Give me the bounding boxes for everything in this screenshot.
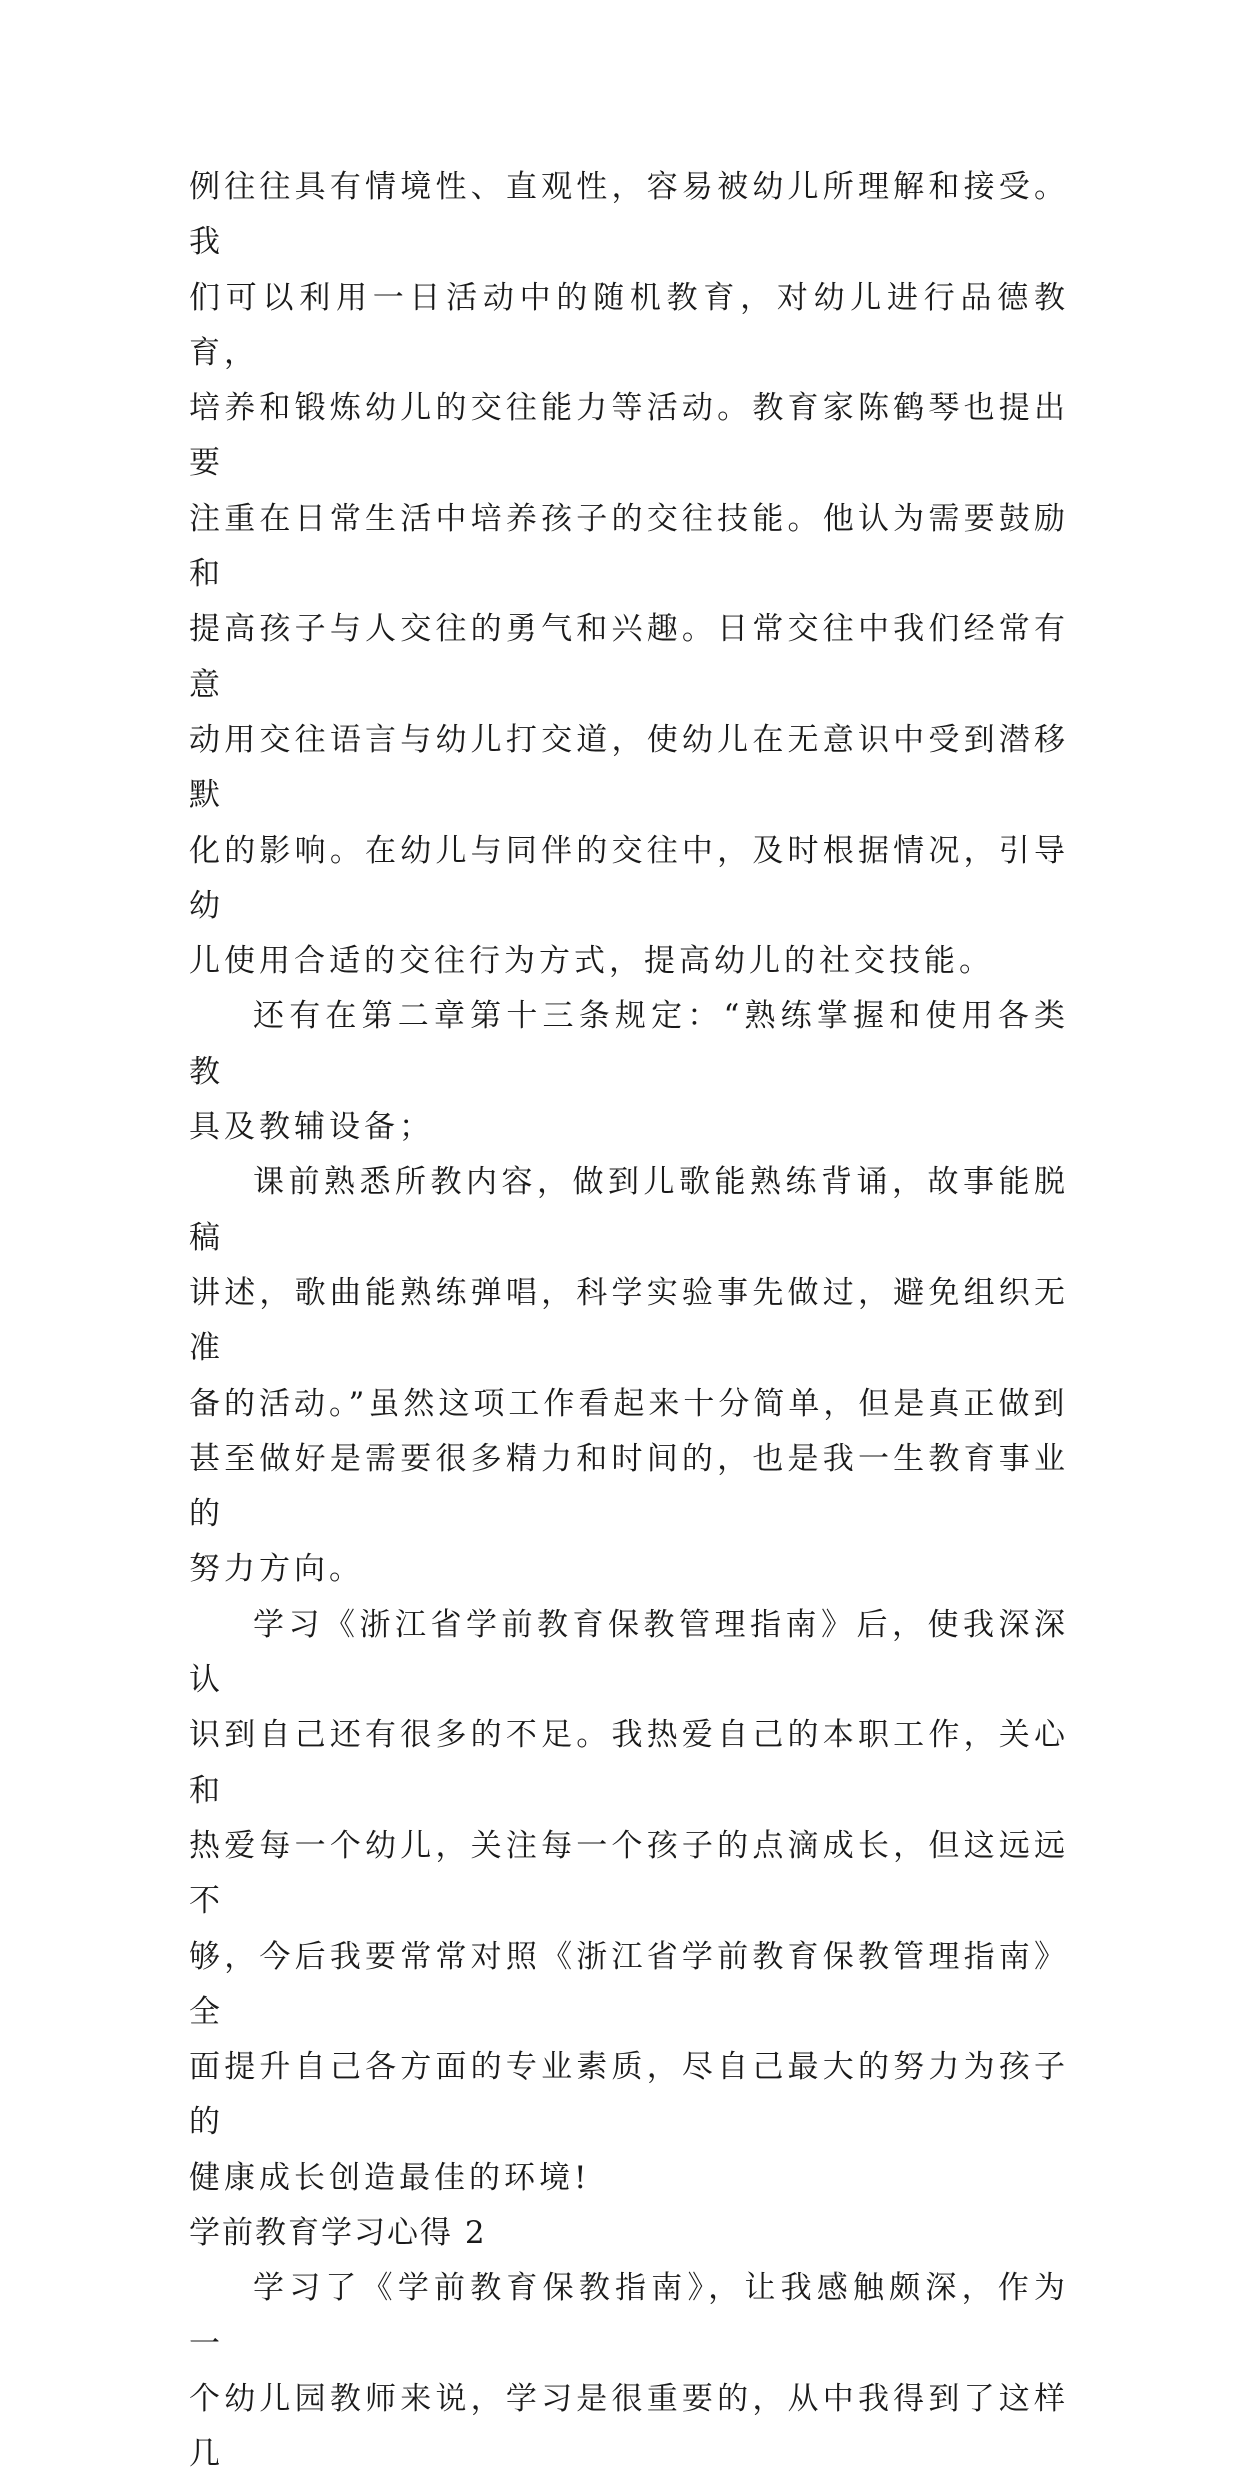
paragraph-4: 学习《浙江省学前教育保教管理指南》后，使我深深认 识到自己还有很多的不足。我热爱自己的本职工作，关心和 热爱每一个幼儿，关注每一个孩子的点滴成长，但这远远不 够，今后我要常常对照《浙江省学前教育保教管理指南》全 面提升自己各方面的专业素质，尽自己最大的努力为孩子的 健康成长创造最佳的环境! (189, 1606, 1069, 2196)
paragraph-3: 课前熟悉所教内容，做到儿歌能熟练背诵，故事能脱稿 讲述，歌曲能熟练弹唱，科学实验事先做过，避免组织无准 备的活动。”虽然这项工作看起来十分简单，但是真正做到 甚至做好是需要很多精力和时间的，也是我一生教育事业的 努力方向。 (189, 1164, 1069, 1588)
document-body (189, 160, 1069, 2482)
paragraph-2: 还有在第二章第十三条规定：“熟练掌握和使用各类教 具及教辅设备； (189, 998, 1069, 1146)
section-heading: 学前教育学习心得 2 (189, 2214, 487, 2251)
paragraph-5: 学习了《学前教育保教指南》，让我感触颇深，作为一 个幼儿园教师来说，学习是很重要的，从中我得到了这样几 (189, 2270, 1069, 2473)
paragraph-1: 例往往具有情境性、直观性，容易被幼儿所理解和接受。我 们可以利用一日活动中的随机教育，对幼儿进行品德教育， 培养和锻炼幼儿的交往能力等活动。教育家陈鹤琴也提出要 注重在日常生活中培养孩子的交往技能。他认为需要鼓励和 提高孩子与人交往的勇气和兴趣。日常交往中我们经常有意 动用交往语言与幼儿打交道，使幼儿在无意识中受到潜移默 化的影响。在幼儿与同伴的交往中，及时根据情况，引导幼 儿使用合适的交往行为方式，提高幼儿的社交技能。 (189, 169, 1069, 980)
